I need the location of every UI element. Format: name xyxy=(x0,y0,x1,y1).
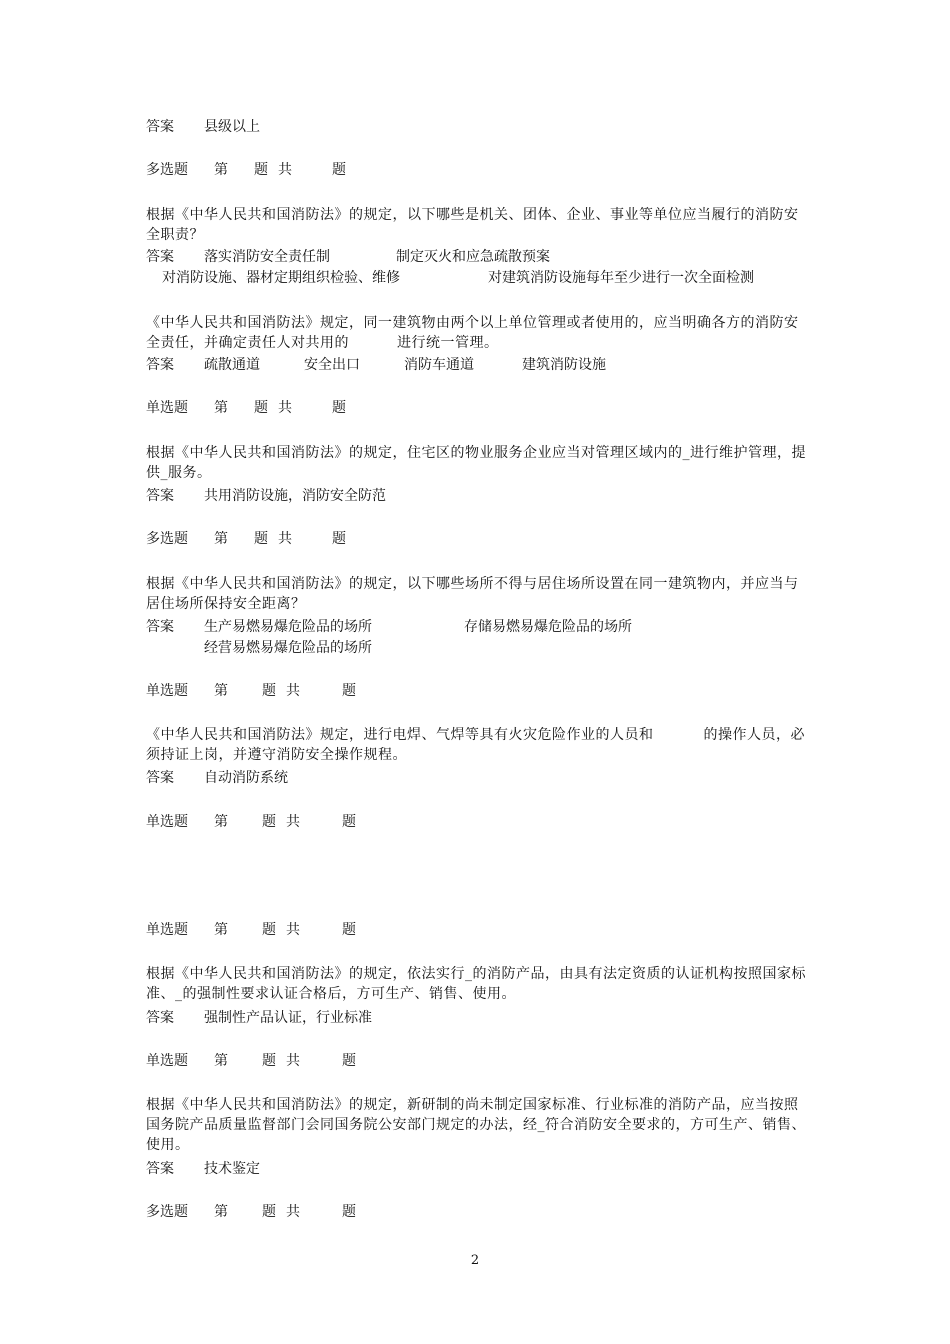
answer-text: 县级以上 xyxy=(204,119,260,135)
question-part: 《中华人民共和国消防法》规定，同一建筑物由两个以上单位管理或者使用的，应当明确各方的消防安全责任，并确定责任人对共用的 xyxy=(146,315,799,351)
answer-text: 强制性产品认证，行业标准 xyxy=(204,1010,372,1026)
answer-option: 对建筑消防设施每年至少进行一次全面检测 xyxy=(488,270,754,286)
question-part: 根据《中华人民共和国消防法》的规定，依法实行 xyxy=(146,966,465,982)
question-part: 进行统一管理。 xyxy=(397,335,499,351)
question-type: 单选题 xyxy=(146,922,188,938)
question-text xyxy=(146,964,808,1004)
header-ti2: 题 xyxy=(332,531,346,547)
header-ti: 题 xyxy=(262,814,276,830)
header-ti: 题 xyxy=(254,531,268,547)
question-blank: _ xyxy=(175,986,183,1002)
answer-option: 建筑消防设施 xyxy=(522,357,606,373)
question-part: 符合消防安全要求的，方可生产、销售、使用。 xyxy=(146,1117,806,1153)
header-ti2: 题 xyxy=(332,162,346,178)
question-text xyxy=(146,443,808,483)
header-di: 第 xyxy=(214,1204,228,1220)
header-gong: 共 xyxy=(278,531,292,547)
question-type: 单选题 xyxy=(146,814,188,830)
header-di: 第 xyxy=(214,531,228,547)
header-ti2: 题 xyxy=(342,922,356,938)
question-part: 根据《中华人民共和国消防法》的规定，住宅区的物业服务企业应当对管理区域内的 xyxy=(146,445,683,461)
answer-option: 疏散通道 xyxy=(204,357,260,373)
question-part: 的强制性要求认证合格后，方可生产、销售、使用。 xyxy=(182,986,516,1002)
header-ti2: 题 xyxy=(342,1204,356,1220)
page-number: 2 xyxy=(470,1253,480,1268)
header-gong: 共 xyxy=(278,400,292,416)
question-part: 根据《中华人民共和国消防法》的规定，新研制的尚未制定国家标准、行业标准的消防产品，应当按照国务院产品质量监督部门会同国务院公安部门规定的办法，经 xyxy=(146,1097,799,1133)
header-ti: 题 xyxy=(262,922,276,938)
question-text xyxy=(146,1095,808,1155)
header-di: 第 xyxy=(214,400,228,416)
answer-label: 答案 xyxy=(146,619,174,635)
question-type: 单选题 xyxy=(146,683,188,699)
question-text xyxy=(146,725,808,765)
answer-label: 答案 xyxy=(146,1161,174,1177)
header-gong: 共 xyxy=(278,162,292,178)
header-ti: 题 xyxy=(254,162,268,178)
answer-label: 答案 xyxy=(146,357,174,373)
header-ti2: 题 xyxy=(342,683,356,699)
answer-text: 自动消防系统 xyxy=(204,770,288,786)
header-ti2: 题 xyxy=(332,400,346,416)
answer-label: 答案 xyxy=(146,770,174,786)
answer-option: 安全出口 xyxy=(304,357,360,373)
question-part: 服务。 xyxy=(168,465,212,481)
answer-option: 消防车通道 xyxy=(404,357,474,373)
answer-label: 答案 xyxy=(146,249,174,265)
header-ti: 题 xyxy=(262,1204,276,1220)
question-type: 多选题 xyxy=(146,531,188,547)
header-gong: 共 xyxy=(286,1053,300,1069)
answer-option: 生产易燃易爆危险品的场所 xyxy=(204,619,372,635)
answer-label: 答案 xyxy=(146,488,174,504)
question-type: 多选题 xyxy=(146,1204,188,1220)
header-di: 第 xyxy=(214,162,228,178)
answer-text: 共用消防设施，消防安全防范 xyxy=(204,488,386,504)
answer-option: 对消防设施、器材定期组织检验、维修 xyxy=(162,270,400,286)
header-di: 第 xyxy=(214,814,228,830)
header-gong: 共 xyxy=(286,814,300,830)
header-ti: 题 xyxy=(254,400,268,416)
question-blank: _ xyxy=(682,445,690,461)
header-di: 第 xyxy=(214,683,228,699)
question-part: 《中华人民共和国消防法》规定，进行电焊、气焊等具有火灾危险作业的人员和 xyxy=(146,727,654,743)
answer-option: 经营易燃易爆危险品的场所 xyxy=(204,640,372,656)
question-part: 进行维护管理，提供 xyxy=(146,445,806,481)
header-ti2: 题 xyxy=(342,1053,356,1069)
question-blank: _ xyxy=(465,966,473,982)
question-text xyxy=(146,313,808,353)
question-type: 多选题 xyxy=(146,162,188,178)
header-ti: 题 xyxy=(262,1053,276,1069)
answer-option: 存储易燃易爆危险品的场所 xyxy=(464,619,632,635)
header-di: 第 xyxy=(214,1053,228,1069)
question-blank: _ xyxy=(160,465,168,481)
answer-label: 答案 xyxy=(146,1010,174,1026)
header-gong: 共 xyxy=(286,683,300,699)
question-text: 根据《中华人民共和国消防法》的规定，以下哪些场所不得与居住场所设置在同一建筑物内，并应当与居住场所保持安全距离？ xyxy=(146,576,799,612)
header-gong: 共 xyxy=(286,1204,300,1220)
header-ti: 题 xyxy=(262,683,276,699)
question-blank: _ xyxy=(537,1117,545,1133)
header-gong: 共 xyxy=(286,922,300,938)
header-ti2: 题 xyxy=(342,814,356,830)
answer-option: 制定灭火和应急疏散预案 xyxy=(396,249,550,265)
answer-option: 落实消防安全责任制 xyxy=(204,249,330,265)
answer-label: 答案 xyxy=(146,119,174,135)
question-part: 的操作人员，必须持证上岗，并遵守消防安全操作规程。 xyxy=(146,727,805,763)
question-part: 的消防产品，由具有法定资质的认证机构按照国家标准、 xyxy=(146,966,806,1002)
header-di: 第 xyxy=(214,922,228,938)
question-type: 单选题 xyxy=(146,1053,188,1069)
question-text: 根据《中华人民共和国消防法》的规定，以下哪些是机关、团体、企业、事业等单位应当履行的消防安全职责？ xyxy=(146,207,799,243)
question-type: 单选题 xyxy=(146,400,188,416)
answer-text: 技术鉴定 xyxy=(204,1161,260,1177)
